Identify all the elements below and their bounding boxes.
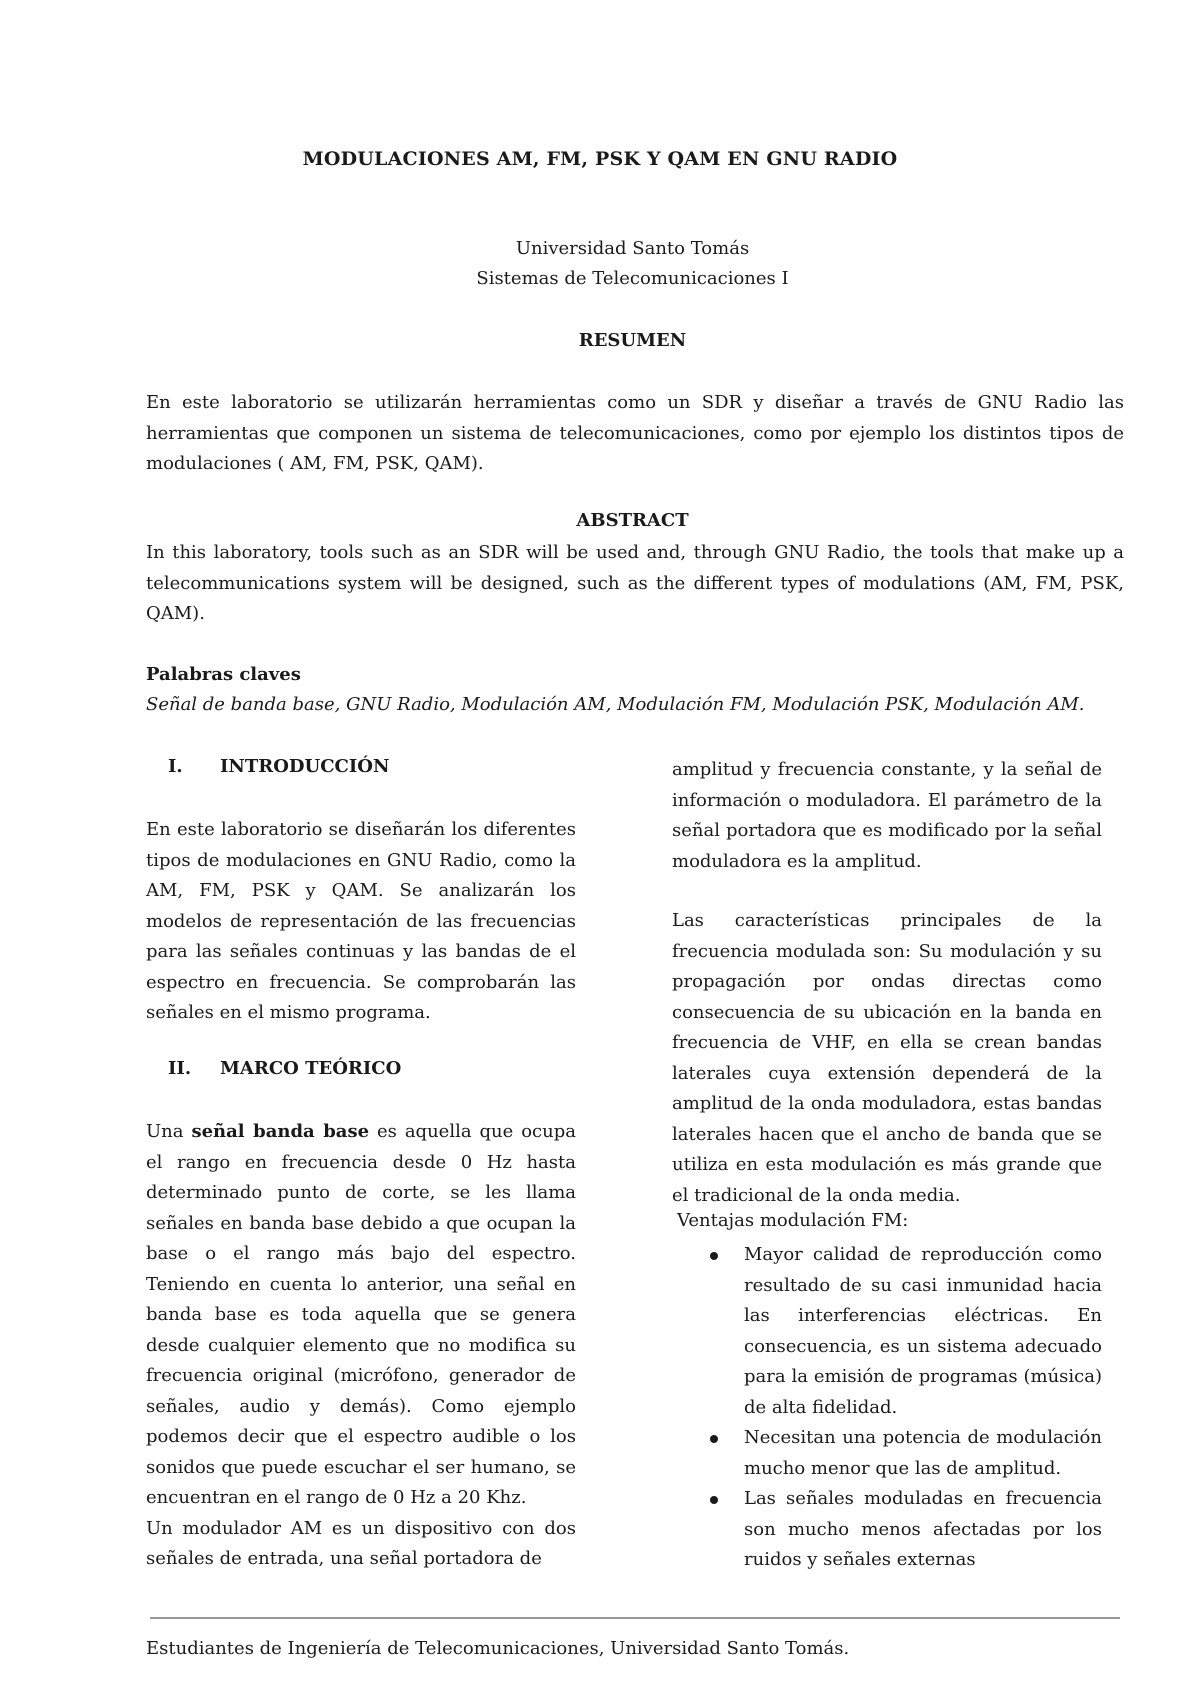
modulador-am-paragraph-start: Un modulador AM es un dispositivo con dos señales de entrada, una señal portadora de <box>146 1517 576 1569</box>
bullet-icon <box>710 1252 718 1260</box>
bullet-icon <box>710 1496 718 1504</box>
keywords-text: Señal de banda base, GNU Radio, Modulación AM, Modulación FM, Modulación PSK, Modulación AM. <box>146 694 1085 715</box>
section-title: INTRODUCCIÓN <box>220 756 390 777</box>
banda-base-lead: Una <box>146 1121 192 1142</box>
bullet-icon <box>710 1435 718 1443</box>
banda-base-body: es aquella que ocupa el rango en frecuencia desde 0 Hz hasta determinado punto de corte, se les llama señales en banda base debido a que ocupan la base o el rango más bajo del espectro. Teniendo en cuenta lo anterior, una señal en banda base es toda aquella que se genera desde cualquier elemento que no modifica su frecuencia original (micrófono, generador de señales, audio y demás). Como ejemplo podemos decir que el espectro audible o los sonidos que puede escuchar el ser humano, se encuentran en el rango de 0 Hz a 20 Khz. <box>146 1121 576 1508</box>
fm-characteristics-paragraph: Las características principales de la frecuencia modulada son: Su modulación y su propagación por ondas directas como consecuencia de su ubicación en la banda en frecuencia de VHF, en ella se crean bandas laterales cuya extensión dependerá de la amplitud de la onda moduladora, estas bandas laterales hacen que el ancho de banda que se utiliza en esta modulación es más grande que el tradicional de la onda media. <box>672 910 1102 1206</box>
list-item-text: Las señales moduladas en frecuencia son mucho menos afectadas por los ruidos y señales externas <box>744 1488 1102 1570</box>
banda-base-paragraph <box>146 1117 576 1514</box>
section-title: MARCO TEÓRICO <box>220 1058 402 1079</box>
list-item-text: Mayor calidad de reproducción como resultado de su casi inmunidad hacia las interferencias eléctricas. En consecuencia, es un sistema adecuado para la emisión de programas (música) de alta fidelidad. <box>744 1244 1102 1418</box>
abstract-text: In this laboratory, tools such as an SDR will be used and, through GNU Radio, the tools that make up a telecommunications system will be designed, such as the different types of modulations (AM, FM, PSK, QAM). <box>146 542 1124 624</box>
list-item <box>672 1423 1102 1484</box>
ventajas-list <box>672 1240 1102 1576</box>
footnote-divider <box>150 1617 1120 1619</box>
banda-base-term: señal banda base <box>191 1121 370 1142</box>
resumen-heading: RESUMEN <box>578 330 687 351</box>
affiliation-course: Sistemas de Telecomunicaciones I <box>476 268 789 289</box>
modulador-am-paragraph-continued: amplitud y frecuencia constante, y la señal de información o moduladora. El parámetro de la señal portadora que es modificado por la señal moduladora es la amplitud. <box>672 759 1102 872</box>
marco-column-left <box>146 1117 576 1575</box>
section-number: II. <box>168 1058 192 1079</box>
intro-paragraph: En este laboratorio se diseñarán los diferentes tipos de modulaciones en GNU Radio, como la AM, FM, PSK y QAM. Se analizarán los modelos de representación de las frecuencias para las señales continuas y las bandas de el espectro en frecuencia. Se comprobarán las señales en el mismo programa. <box>146 819 576 1023</box>
list-item <box>672 1240 1102 1423</box>
section-heading-marco-teorico <box>168 1058 401 1079</box>
ventajas-heading: Ventajas modulación FM: <box>677 1210 909 1231</box>
footnote-text: Estudiantes de Ingeniería de Telecomunicaciones, Universidad Santo Tomás. <box>146 1638 850 1659</box>
section-heading-introduccion <box>168 756 389 777</box>
abstract-heading: ABSTRACT <box>576 510 689 531</box>
list-item-text: Necesitan una potencia de modulación mucho menor que las de amplitud. <box>744 1427 1102 1479</box>
list-item <box>672 1484 1102 1576</box>
keywords-heading: Palabras claves <box>146 664 301 685</box>
affiliation-university: Universidad Santo Tomás <box>515 238 750 259</box>
paper-title: MODULACIONES AM, FM, PSK Y QAM EN GNU RADIO <box>302 148 898 170</box>
resumen-text: En este laboratorio se utilizarán herramientas como un SDR y diseñar a través de GNU Radio las herramientas que componen un sistema de telecomunicaciones, como por ejemplo los distintos tipos de modulaciones ( AM, FM, PSK, QAM). <box>146 392 1124 474</box>
section-number: I. <box>168 756 183 777</box>
